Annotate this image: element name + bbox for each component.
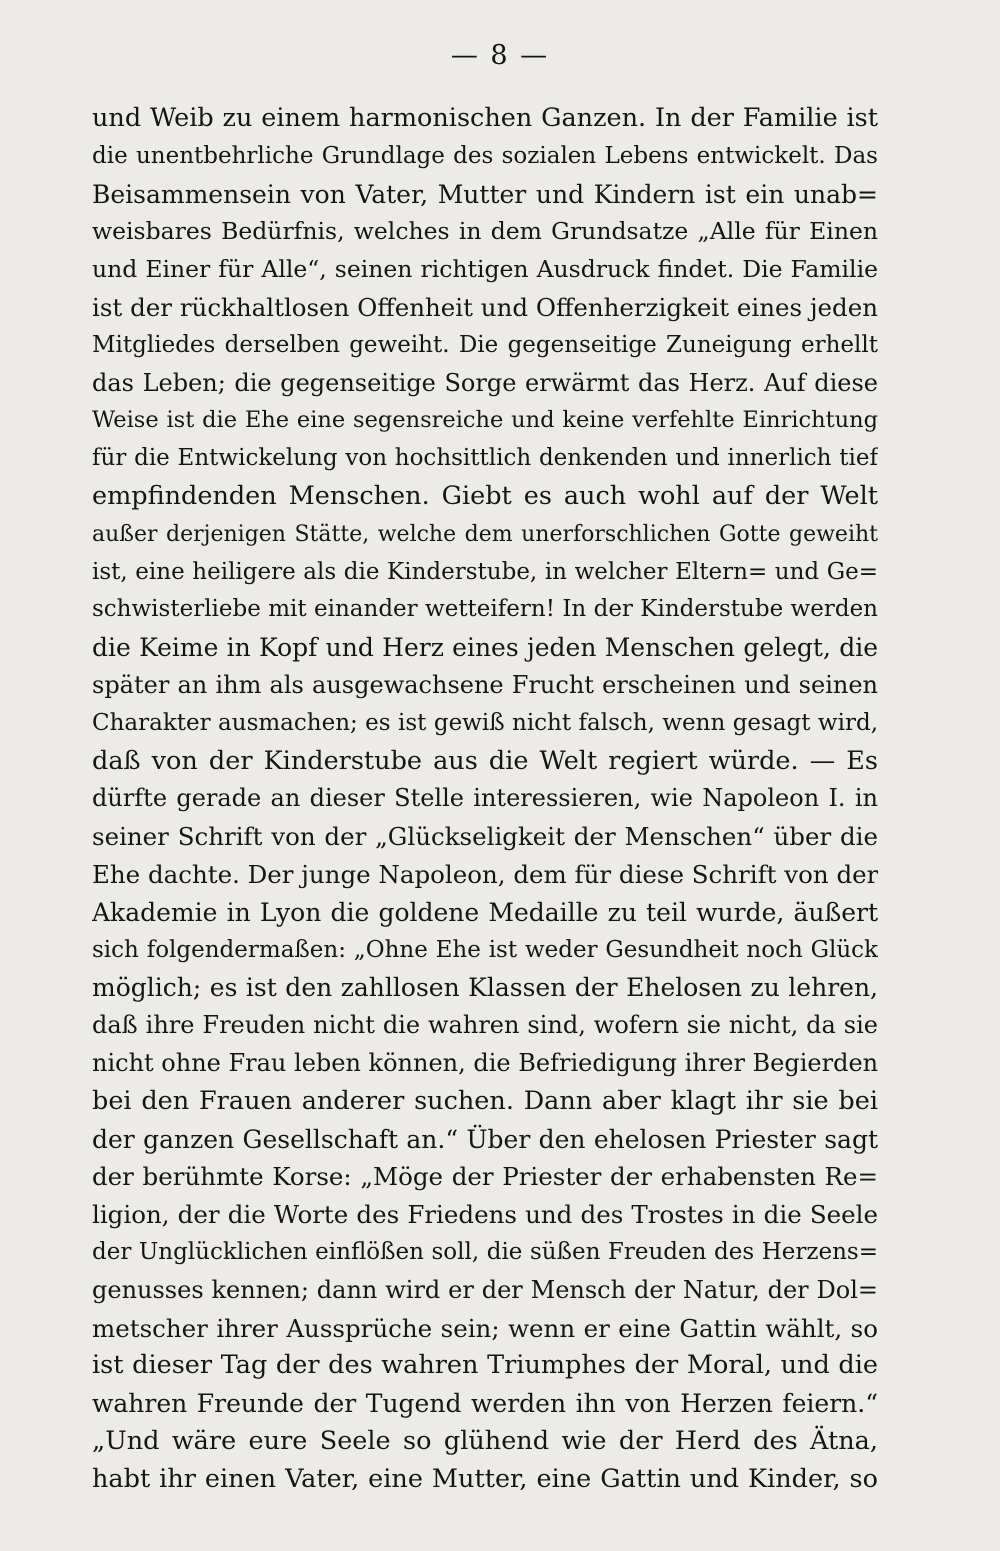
text-line: und Weib zu einem harmonischen Ganzen. In der Familie ist <box>92 103 878 133</box>
text-line: Weise ist die Ehe eine segensreiche und keine verfehlte Einrichtung <box>92 407 878 434</box>
page-number-header: — 8 — <box>450 40 550 71</box>
text-line: die Keime in Kopf und Herz eines jeden Menschen gelegt, die <box>92 633 878 663</box>
text-line: ist dieser Tag der des wahren Triumphes der Moral, und die <box>92 1350 878 1381</box>
text-line: das Leben; die gegenseitige Sorge erwärmt das Herz. Auf diese <box>92 368 878 397</box>
text-line: Akademie in Lyon die goldene Medaille zu teil wurde, äußert <box>92 897 878 927</box>
text-line: ist, eine heiligere als die Kinderstube, in welcher Eltern= und Ge= <box>92 558 878 585</box>
text-line: dürfte gerade an dieser Stelle interessieren, wie Napoleon I. in <box>92 784 878 813</box>
text-line: möglich; es ist den zahllosen Klassen der Ehelosen zu lehren, <box>92 973 878 1003</box>
text-line: habt ihr einen Vater, eine Mutter, eine Gattin und Kinder, so <box>92 1463 878 1494</box>
text-line: ligion, der die Worte des Friedens und des Trostes in die Seele <box>92 1200 878 1230</box>
text-line: schwisterliebe mit einander wetteifern! In der Kinderstube werden <box>92 596 878 623</box>
text-line: nicht ohne Frau leben können, die Befriedigung ihrer Begierden <box>92 1048 878 1077</box>
body-text <box>92 100 878 1498</box>
text-line: später an ihm als ausgewachsene Frucht erscheinen und seinen <box>92 670 878 699</box>
text-line: Ehe dachte. Der junge Napoleon, dem für diese Schrift von der <box>92 859 878 889</box>
text-line: ist der rückhaltlosen Offenheit und Offenherzigkeit eines jeden <box>92 292 878 322</box>
text-line: außer derjenigen Stätte, welche dem unerforschlichen Gotte geweiht <box>92 521 878 547</box>
text-line: „Und wäre eure Seele so glühend wie der Herd des Ätna, <box>92 1425 878 1456</box>
text-line: der ganzen Gesellschaft an.“ Über den ehelosen Priester sagt <box>92 1124 878 1154</box>
text-line: empfindenden Menschen. Giebt es auch wohl auf der Welt <box>92 480 878 511</box>
text-line: metscher ihrer Aussprüche sein; wenn er eine Gattin wählt, so <box>92 1313 878 1343</box>
text-line: für die Entwickelung von hochsittlich denkenden und innerlich tief <box>92 445 878 472</box>
text-line: daß von der Kinderstube aus die Welt regiert würde. — Es <box>92 745 878 776</box>
text-line: der Unglücklichen einflößen soll, die süßen Freuden des Herzens= <box>92 1238 878 1265</box>
text-line: die unentbehrliche Grundlage des sozialen Lebens entwickelt. Das <box>92 142 878 169</box>
text-line: bei den Frauen anderer suchen. Dann aber klagt ihr sie bei <box>92 1085 878 1116</box>
text-line: weisbares Bedürfnis, welches in dem Grundsatze „Alle für Einen <box>92 217 878 246</box>
text-line: Charakter ausmachen; es ist gewiß nicht falsch, wenn gesagt wird, <box>92 709 878 736</box>
text-line: Mitgliedes derselben geweiht. Die gegenseitige Zuneigung erhellt <box>92 331 878 358</box>
text-line: der berühmte Korse: „Möge der Priester der erhabensten Re= <box>92 1162 878 1192</box>
text-line: daß ihre Freuden nicht die wahren sind, wofern sie nicht, da sie <box>92 1011 878 1040</box>
text-line: sich folgendermaßen: „Ohne Ehe ist weder Gesundheit noch Glück <box>92 936 878 963</box>
text-line: und Einer für Alle“, seinen richtigen Ausdruck findet. Die Familie <box>92 255 878 284</box>
text-line: seiner Schrift von der „Glückseligkeit der Menschen“ über die <box>92 822 878 852</box>
text-line: Beisammensein von Vater, Mutter und Kindern ist ein unab= <box>92 179 878 209</box>
text-line: wahren Freunde der Tugend werden ihn von Herzen feiern.“ <box>92 1389 878 1419</box>
text-line: genusses kennen; dann wird er der Mensch der Natur, der Dol= <box>92 1275 878 1304</box>
